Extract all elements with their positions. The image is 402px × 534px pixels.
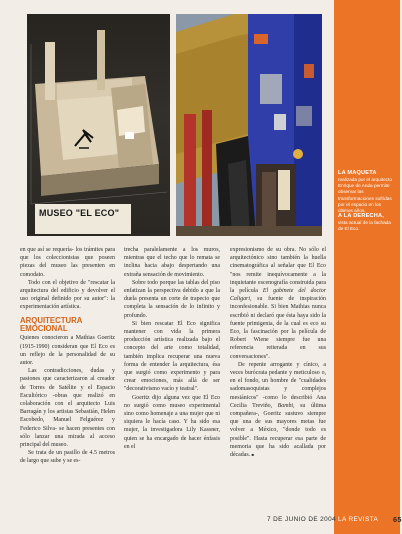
paragraph: Todo con el objetivo de "rescatar la arquitectura del edificio y devolver el uso original definido por su autor": la experimentación artística. bbox=[20, 279, 115, 311]
paragraph: Si bien rescatar El Eco significa mantener con vida la primera producción artística realizada bajo el concepto del arte como totalidad, también implica recuperar una nueva forma de entender la arquitectura, ésa que surgió como experimento y para crear emociones, más allá de ser "decorativismo vacío y teatral". bbox=[124, 320, 220, 393]
page-number: 65 bbox=[393, 515, 402, 524]
orange-sidebar bbox=[334, 0, 400, 534]
text-column-1 bbox=[20, 246, 115, 466]
text-span: De repente arrogante y cínico, a veces burócrata pedante y meticuloso o, en el fondo, un hombre de "cualidades sadomasoquistas y complejos mesiánicos" -como lo describió Ana Cecilia Treviño, bbox=[230, 361, 326, 409]
subhead-line-2: EMOCIONAL bbox=[20, 324, 68, 334]
caption-model bbox=[338, 170, 396, 214]
paragraph: Se trata de un pasillo de 4.5 metros de largo que sube y se es- bbox=[20, 450, 115, 465]
film-title: El gabinete del doctor Caligari, bbox=[230, 288, 326, 303]
caption-facade bbox=[338, 213, 396, 232]
end-mark: ■ bbox=[251, 452, 255, 458]
paragraph: Goeritz dijo alguna vez que El Eco no surgió como museo experimental sino como homenaje a una mujer que ni siquiera le hacía caso. Y ha sido esa mujer, la investigadora Lily Kassner, quien se ha encargado de hacer énfasis en el bbox=[124, 394, 220, 450]
magazine-name: LA REVISTA bbox=[338, 516, 379, 523]
caption-facade-head: A LA DERECHA, bbox=[338, 213, 385, 219]
caption-model-body: realizada por el arquitecto Enrique de Anda permite observar las transformaciones sufridas por el espacio en los últimos años. bbox=[338, 177, 392, 214]
paragraph: Sobre todo porque las tablas del piso enfatizan la perspectiva debido a que la duela presenta un corte de trapecio que completa la sensación de lo infinito y profundo. bbox=[124, 279, 220, 319]
paragraph bbox=[230, 246, 326, 361]
text-column-3 bbox=[230, 246, 326, 459]
facade-photo bbox=[176, 14, 322, 236]
text-span: su fuente de inspiración inconfesionable. Si bien Mathias nunca escribió ni declaró que ésta haya sido la fuente primigenia, de la cual es eco su Eco, la fascinación por la película de Robert Wiene siempre fue una referencia reiterada en sus conversaciones". bbox=[230, 296, 326, 360]
museum-sign-text: MUSEO "EL ECO" bbox=[39, 208, 120, 218]
paragraph: Quienes conocieron a Mathias Goeritz (1915-1990) consideran que El Eco es un reflejo de la personalidad de su autor. bbox=[20, 335, 115, 367]
museum-facade-illustration bbox=[176, 14, 322, 236]
book-title: Bambi, bbox=[277, 402, 295, 409]
model-photo bbox=[27, 14, 170, 236]
paragraph bbox=[230, 361, 326, 459]
paragraph: Las contradicciones, dudas y pasiones que caracterizaron al creador de Torres de Satélite y el Espacio Escultórico -obras que realizó en colaboración con el arquitecto Luis Barragán y los artistas Sebastián, Helen Escobedo, Manuel Felguérez y Federico Silva- se hacen presentes con sólo lanzar una mirada al acceso principal del museo. bbox=[20, 368, 115, 449]
text-column-2 bbox=[124, 246, 220, 451]
text-span: expresionismo de su obra. No sólo el arquitectónico sino también la huella cinematográfica al señalar que El Eco "nos remite inequívocamente a la inquietante escenografía construida para la película bbox=[230, 247, 326, 295]
paragraph: en que así se requería- los trámites para que los coleccionistas que poseen piezas del museo las presenten en comodato. bbox=[20, 247, 115, 278]
issue-date: 7 DE JUNIO DE 2004 bbox=[267, 516, 336, 523]
architectural-model-illustration bbox=[27, 14, 170, 236]
section-subhead bbox=[20, 317, 115, 334]
caption-facade-body: vista actual de la fachada de El Eco. bbox=[338, 220, 391, 232]
subhead-line-1: ARQUITECTURA bbox=[20, 315, 83, 325]
caption-model-head: LA MAQUETA bbox=[338, 170, 377, 176]
text-span: su última compañera-, Goeritz sustuvo siempre que una de sus mayores metas fue volver a México, "donde todo es posible". Hasta recuperar esa parte de memoria que ha sido acallada por décadas. bbox=[230, 402, 326, 459]
paragraph: trecha paralelamente a los muros, mientras que el techo que lo remata se inclina hacia abajo despertando una extraña sensación de movimiento. bbox=[124, 247, 220, 278]
